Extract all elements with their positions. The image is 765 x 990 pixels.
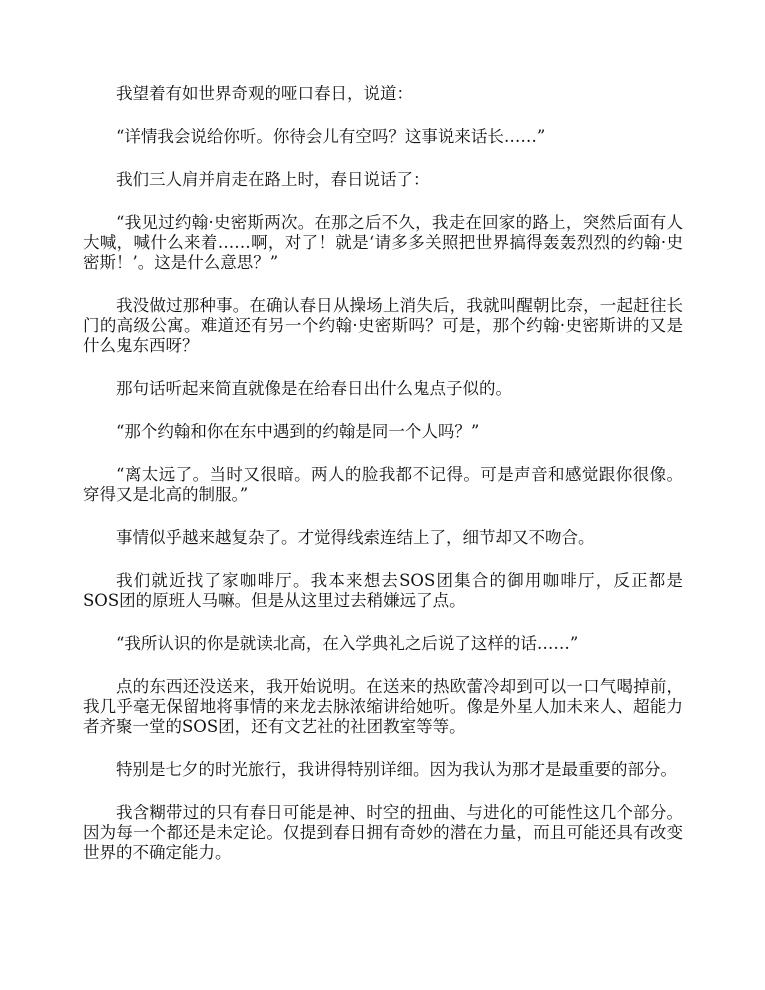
paragraph: “离太远了。当时又很暗。两人的脸我都不记得。可是声音和感觉跟你很像。穿得又是北高的制服。” xyxy=(83,465,683,504)
paragraph: 我们就近找了家咖啡厅。我本来想去SOS团集合的御用咖啡厅，反正都是SOS团的原班人马嘛。但是从这里过去稍嫌远了点。 xyxy=(83,571,683,610)
paragraph: 特别是七夕的时光旅行，我讲得特别详细。因为我认为那才是最重要的部分。 xyxy=(116,760,677,779)
paragraph: “我所认识的你是就读北高，在入学典礼之后说了这样的话……” xyxy=(116,634,579,653)
paragraph: 点的东西还没送来，我开始说明。在送来的热欧蕾冷却到可以一口气喝掉前，我几乎毫无保留地将事情的来龙去脉浓缩讲给她听。像是外星人加未来人、超能力者齐聚一堂的SOS团，还有文艺社的社团教室等等。 xyxy=(83,677,683,736)
paragraph: 我望着有如世界奇观的哑口春日，说道： xyxy=(116,84,413,103)
document-body xyxy=(83,84,683,886)
paragraph: 那句话听起来简直就像是在给春日出什么鬼点子似的。 xyxy=(116,379,512,398)
paragraph: 我没做过那种事。在确认春日从操场上消失后，我就叫醒朝比奈，一起赶往长门的高级公寓。难道还有另一个约翰·史密斯吗？可是，那个约翰·史密斯讲的又是什么鬼东西呀？ xyxy=(83,296,683,355)
paragraph: “详情我会说给你听。你待会儿有空吗？这事说来话长……” xyxy=(116,127,546,146)
paragraph: 事情似乎越来越复杂了。才觉得线索连结上了，细节却又不吻合。 xyxy=(116,528,595,547)
paragraph: 我们三人肩并肩走在路上时，春日说话了： xyxy=(116,170,430,189)
paragraph: 我含糊带过的只有春日可能是神、时空的扭曲、与进化的可能性这几个部分。因为每一个都还是未定论。仅提到春日拥有奇妙的潜在力量，而且可能还具有改变世界的不确定能力。 xyxy=(83,803,683,862)
paragraph: “我见过约翰·史密斯两次。在那之后不久，我走在回家的路上，突然后面有人大喊，喊什么来着……啊，对了！就是‘请多多关照把世界搞得轰轰烈烈的约翰·史密斯！’。这是什么意思？” xyxy=(83,213,683,272)
paragraph: “那个约翰和你在东中遇到的约翰是同一个人吗？” xyxy=(116,422,480,441)
